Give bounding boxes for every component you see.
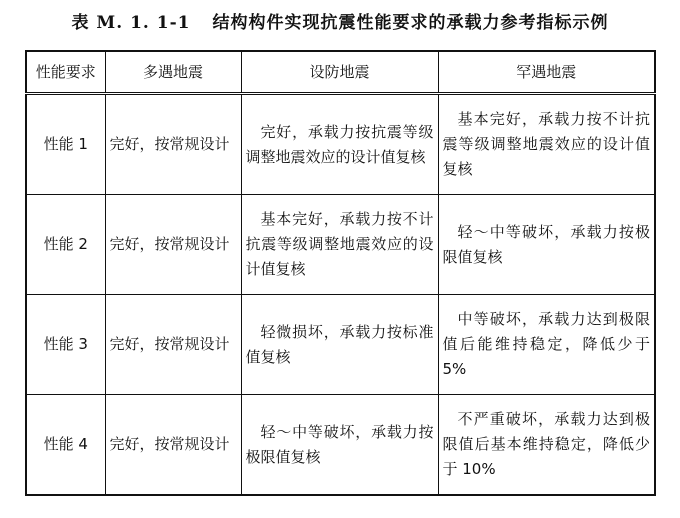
header-frequent-earthquake: 多遇地震 (105, 51, 241, 94)
frequent-earthquake-cell: 完好，按常规设计 (105, 295, 241, 395)
design-earthquake-cell: 轻微损坏，承载力按标准值复核 (241, 295, 438, 395)
design-earthquake-cell: 基本完好，承载力按不计抗震等级调整地震效应的设计值复核 (241, 195, 438, 295)
rare-earthquake-cell: 中等破坏，承载力达到极限值后能维持稳定，降低少于 5% (438, 295, 655, 395)
table-number: 表 M. 1. 1-1 (71, 13, 191, 33)
table-row (26, 395, 655, 496)
performance-level-cell: 性能 3 (26, 295, 105, 395)
performance-table (25, 50, 656, 496)
frequent-earthquake-cell: 完好，按常规设计 (105, 94, 241, 195)
table-row (26, 94, 655, 195)
frequent-earthquake-cell: 完好，按常规设计 (105, 195, 241, 295)
performance-level-cell: 性能 1 (26, 94, 105, 195)
table-row (26, 295, 655, 395)
rare-earthquake-cell: 不严重破坏，承载力达到极限值后基本维持稳定，降低少于 10% (438, 395, 655, 496)
design-earthquake-cell: 完好，承载力按抗震等级调整地震效应的设计值复核 (241, 94, 438, 195)
table-caption (0, 8, 680, 33)
performance-level-cell: 性能 2 (26, 195, 105, 295)
rare-earthquake-cell: 基本完好，承载力按不计抗震等级调整地震效应的设计值复核 (438, 94, 655, 195)
header-rare-earthquake: 罕遇地震 (438, 51, 655, 94)
table-header-row (26, 51, 655, 94)
table-title: 结构构件实现抗震性能要求的承载力参考指标示例 (212, 13, 609, 33)
performance-level-cell: 性能 4 (26, 395, 105, 496)
table-row (26, 195, 655, 295)
header-performance-requirement: 性能要求 (26, 51, 105, 94)
header-design-earthquake: 设防地震 (241, 51, 438, 94)
rare-earthquake-cell: 轻～中等破坏，承载力按极限值复核 (438, 195, 655, 295)
frequent-earthquake-cell: 完好，按常规设计 (105, 395, 241, 496)
design-earthquake-cell: 轻～中等破坏，承载力按极限值复核 (241, 395, 438, 496)
